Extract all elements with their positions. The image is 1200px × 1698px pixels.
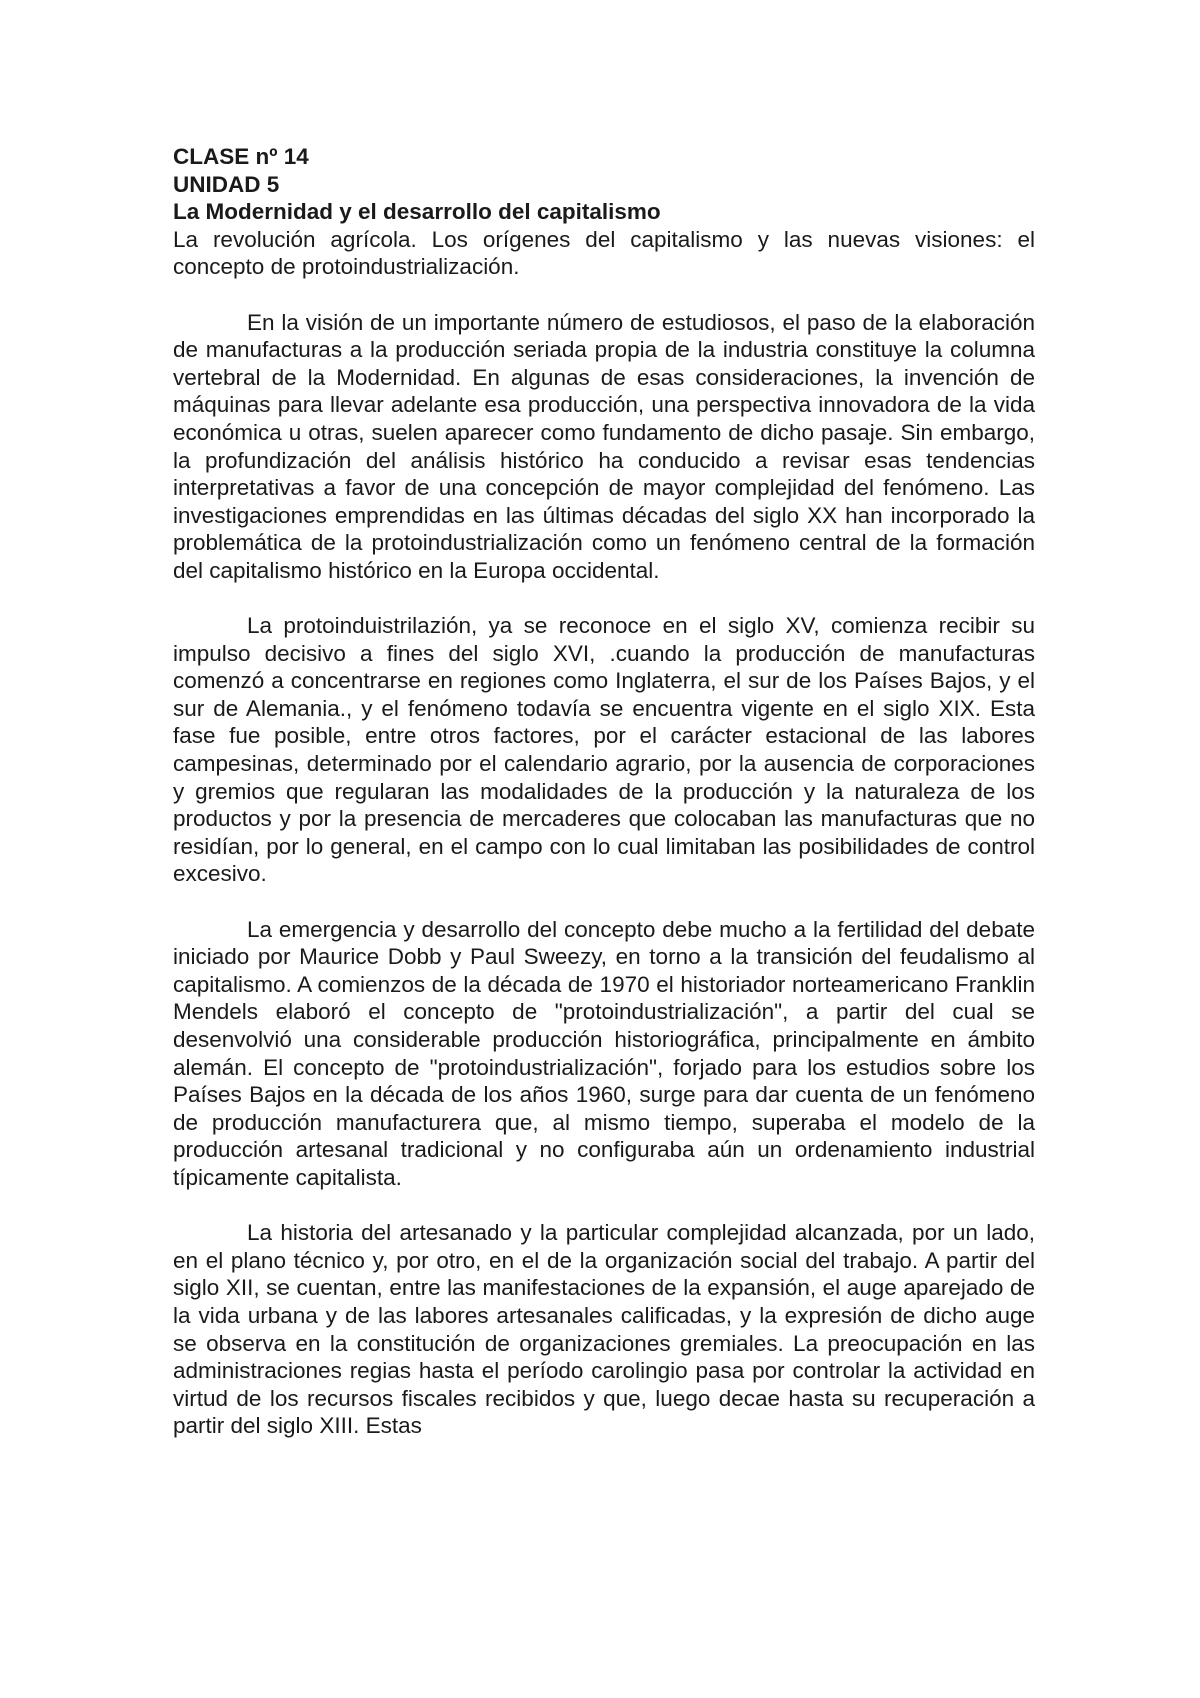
- document-page: [173, 143, 1035, 1440]
- class-number-heading: CLASE nº 14: [173, 144, 309, 169]
- paragraph: La historia del artesanado y la particular complejidad alcanzada, por un lado, en el plano técnico y, por otro, en el de la organización social del trabajo. A partir del siglo XII, se cuentan, entre las manifestaciones de la expansión, el auge aparejado de la vida urbana y de las labores artesanales calificadas, y la expresión de dicho auge se observa en la constitución de organizaciones gremiales. La preocupación en las administraciones regias hasta el período carolingio pasa por controlar la actividad en virtud de los recursos fiscales recibidos y que, luego decae hasta su recuperación a partir del siglo XIII. Estas: [173, 1220, 1035, 1439]
- paragraph: En la visión de un importante número de estudiosos, el paso de la elaboración de manufacturas a la producción seriada propia de la industria constituye la columna vertebral de la Modernidad. En algunas de esas consideraciones, la invención de máquinas para llevar adelante esa producción, una perspectiva innovadora de la vida económica u otras, suelen aparecer como fundamento de dicho pasaje. Sin embargo, la profundización del análisis histórico ha conducido a revisar esas tendencias interpretativas a favor de una concepción de mayor complejidad del fenómeno. Las investigaciones emprendidas en las últimas décadas del siglo XX han incorporado la problemática de la protoindustrialización como un fenómeno central de la formación del capitalismo histórico en la Europa occidental.: [173, 309, 1035, 583]
- document-subtitle: La revolución agrícola. Los orígenes del capitalismo y las nuevas visiones: el concepto de protoindustrialización.: [173, 226, 1035, 280]
- document-title: La Modernidad y el desarrollo del capitalismo: [173, 199, 661, 225]
- paragraph: La protoinduistrilazión, ya se reconoce en el siglo XV, comienza recibir su impulso decisivo a fines del siglo XVI, .cuando la producción de manufacturas comenzó a concentrarse en regiones como Inglaterra, el sur de los Países Bajos, y el sur de Alemania., y el fenómeno todavía se encuentra vigente en el siglo XIX. Esta fase fue posible, entre otros factores, por el carácter estacional de las labores campesinas, determinado por el calendario agrario, por la ausencia de corporaciones y gremios que regularan las modalidades de la producción y la naturaleza de los productos y por la presencia de mercaderes que colocaban las manufacturas que no residían, por lo general, en el campo con lo cual limitaban las posibilidades de control excesivo.: [173, 613, 1035, 887]
- unit-heading: UNIDAD 5: [173, 171, 280, 197]
- paragraph: La emergencia y desarrollo del concepto debe mucho a la fertilidad del debate iniciado por Maurice Dobb y Paul Sweezy, en torno a la transición del feudalismo al capitalismo. A comienzos de la década de 1970 el historiador norteamericano Franklin Mendels elaboró el concepto de "protoindustrialización", a partir del cual se desenvolvió una considerable producción historiográfica, principalmente en ámbito alemán. El concepto de "protoindustrialización", forjado para los estudios sobre los Países Bajos en la década de los años 1960, surge para dar cuenta de un fenómeno de producción manufacturera que, al mismo tiempo, superaba el modelo de la producción artesanal tradicional y no configuraba aún un ordenamiento industrial típicamente capitalista.: [173, 916, 1035, 1190]
